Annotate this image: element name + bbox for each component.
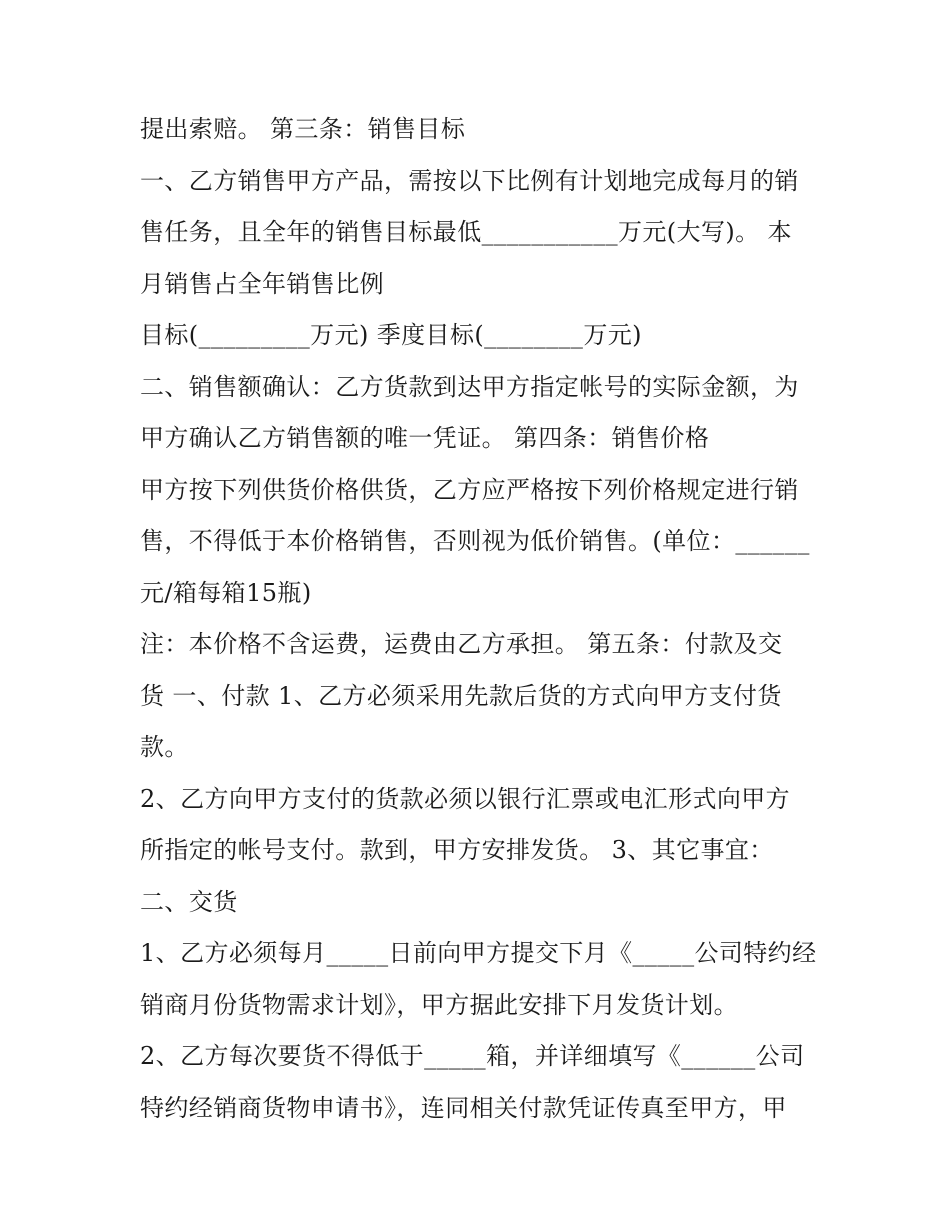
text-line: 一、乙方销售甲方产品，需按以下比例有计划地完成每月的销 (140, 166, 799, 195)
document-page (140, 104, 815, 1134)
text-line: 元/箱每箱15瓶) (140, 578, 312, 607)
text-line: 售，不得低于本价格销售，否则视为低价销售。(单位：______ (140, 527, 810, 555)
text-line: 2、乙方每次要货不得低于_____箱，并详细填写《______公司 (140, 1042, 805, 1070)
text-line: 2、乙方向甲方支付的货款必须以银行汇票或电汇形式向甲方 (140, 784, 791, 813)
text-line: 所指定的帐号支付。款到，甲方安排发货。 3、其它事宜： (140, 836, 774, 864)
text-line: 特约经销商货物申请书》，连同相关付款凭证传真至甲方，甲 (140, 1093, 787, 1122)
text-line: 甲方确认乙方销售额的唯一凭证。 第四条：销售价格 (140, 424, 710, 452)
text-line: 注：本价格不含运费，运费由乙方承担。 第五条：付款及交 (140, 630, 783, 658)
text-line: 货 一、付款 1、乙方必须采用先款后货的方式向甲方支付货 (140, 681, 782, 710)
text-line: 售任务，且全年的销售目标最低___________万元(大写)。 本 (140, 218, 792, 246)
text-line: 提出索赔。 第三条：销售目标 (140, 115, 466, 143)
text-line: 目标(_________万元) 季度目标(________万元) (140, 321, 642, 349)
text-line: 二、交货 (140, 887, 238, 916)
text-line: 款。 (140, 733, 189, 761)
text-line: 甲方按下列供货价格供货，乙方应严格按下列价格规定进行销 (140, 475, 799, 504)
text-line: 二、销售额确认：乙方货款到达甲方指定帐号的实际金额，为 (140, 372, 799, 401)
text-line: 月销售占全年销售比例 (140, 269, 384, 298)
text-line: 1、乙方必须每月_____日前向甲方提交下月《_____公司特约经 (140, 939, 817, 967)
text-line: 销商月份货物需求计划》，甲方据此安排下月发货计划。 (140, 990, 738, 1019)
